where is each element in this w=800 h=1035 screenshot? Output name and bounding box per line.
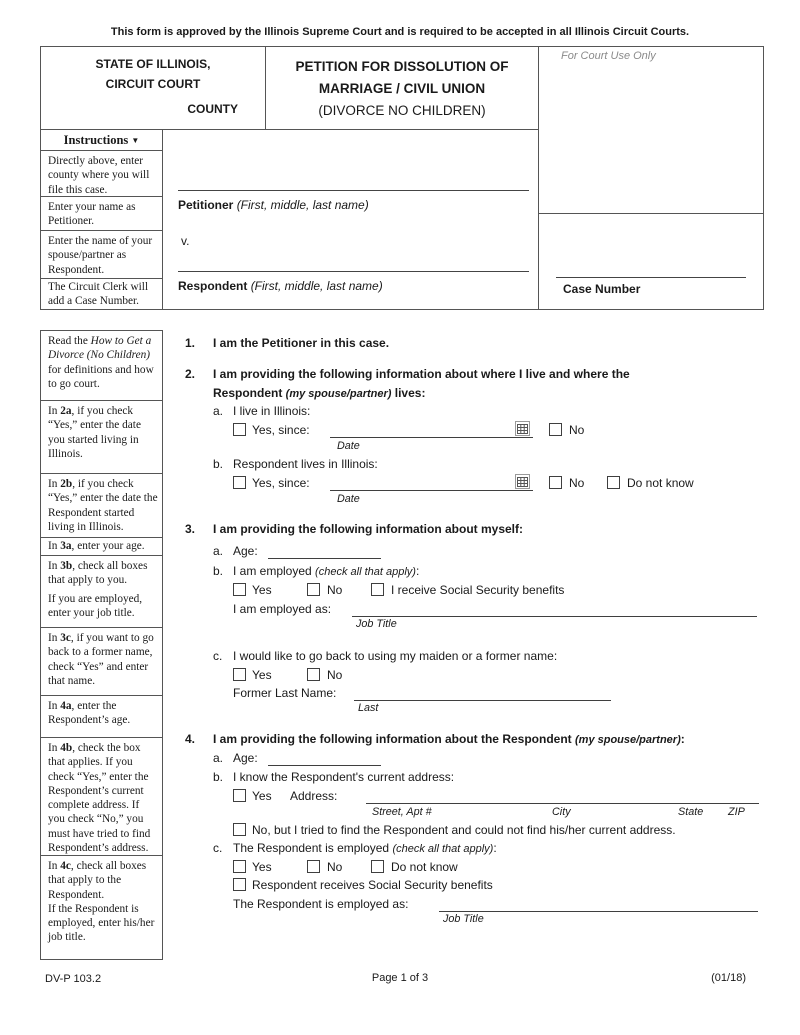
- caret-down-icon: ▼: [131, 136, 140, 145]
- cb-4c-yes-label: Yes: [252, 860, 272, 874]
- former-last-name-label: Former Last Name:: [233, 686, 337, 700]
- case-number-cell: [539, 214, 763, 309]
- petitioner-hint: (First, middle, last name): [236, 198, 369, 212]
- instruction-note: Enter the name of your spouse/partner as Respondent.: [41, 231, 162, 279]
- item3a-letter: a.: [213, 544, 224, 558]
- form-title-cell: [266, 47, 539, 130]
- date-hint-2a: Date: [337, 440, 360, 452]
- item2-number: 2.: [185, 367, 196, 381]
- petitioner-caption: [178, 198, 369, 212]
- instruction-note: In 2a, if you check “Yes,” enter the date you started living in Illinois.: [41, 401, 162, 474]
- header-box: [40, 46, 764, 310]
- item4c-letter: c.: [213, 841, 223, 855]
- item3b-letter: b.: [213, 564, 224, 578]
- item4c-label: The Respondent is employed (check all that apply):: [233, 841, 497, 855]
- instruction-note: In 3c, if you want to go back to a former name, check “Yes” and enter that name.: [41, 628, 162, 696]
- instruction-note: In 3b, check all boxes that apply to you. If you are employed, enter your job title.: [41, 556, 162, 628]
- age-field-4a[interactable]: [268, 749, 381, 766]
- item2-heading-line1: I am providing the following information about where I live and where the: [213, 367, 630, 381]
- job-title-field-4c[interactable]: [439, 895, 758, 912]
- instruction-note: Read the How to Get a Divorce (No Children) for definitions and how to go court.: [41, 331, 162, 401]
- former-name-field[interactable]: [354, 684, 611, 701]
- cb-3b-no-label: No: [327, 583, 343, 597]
- instruction-note: The Circuit Clerk will add a Case Number.: [48, 281, 149, 308]
- header-instructions-sidebar: [41, 130, 163, 309]
- court-name: [41, 47, 265, 94]
- cb-2a-yes[interactable]: [233, 423, 246, 436]
- cb-3c-yes[interactable]: [233, 668, 246, 681]
- form-title-line3: (DIVORCE NO CHILDREN): [318, 103, 486, 118]
- item4a-label: Age:: [233, 751, 258, 765]
- cb-3b-social-security[interactable]: [371, 583, 384, 596]
- item3c-letter: c.: [213, 649, 223, 663]
- calendar-icon[interactable]: [515, 474, 530, 489]
- age-field-3a[interactable]: [268, 542, 381, 559]
- cb-2b-yes-label: Yes, since:: [252, 476, 310, 490]
- cb-3b-social-security-label: I receive Social Security benefits: [391, 583, 565, 597]
- item3-heading: I am providing the following information about myself:: [213, 522, 524, 536]
- item3b-employed-as-label: I am employed as:: [233, 602, 332, 616]
- county-label: COUNTY: [187, 102, 238, 116]
- state-hint: State: [678, 806, 704, 818]
- state-line: STATE OF ILLINOIS,: [95, 57, 211, 71]
- item1-text: I am the Petitioner in this case.: [213, 336, 390, 350]
- job-title-hint-4c: Job Title: [443, 913, 484, 925]
- cb-4b-yes-label: Yes: [252, 789, 272, 803]
- zip-hint: ZIP: [728, 806, 745, 818]
- instruction-note: In 4b, check the box that applies. If you check “Yes,” enter the Respondent’s current complete address. If you check “No,” you must have tried to find Respondent’s address.: [41, 738, 162, 856]
- cb-2a-yes-label: Yes, since:: [252, 423, 310, 437]
- court-cell: [41, 47, 266, 130]
- cb-4c-yes[interactable]: [233, 860, 246, 873]
- item3c-label: I would like to go back to using my maiden or a former name:: [233, 649, 558, 663]
- instruction-note: Enter your name as Petitioner.: [41, 197, 162, 231]
- instruction-note: In 2b, if you check “Yes,” enter the date the Respondent started living in Illinois.: [41, 474, 162, 538]
- caption-cell: [163, 130, 539, 309]
- revision-date: (01/18): [711, 972, 746, 984]
- address-field[interactable]: [366, 787, 759, 804]
- item3-number: 3.: [185, 522, 196, 536]
- item4b-letter: b.: [213, 770, 224, 784]
- last-hint: Last: [358, 702, 379, 714]
- calendar-icon[interactable]: [515, 421, 530, 436]
- respondent-caption: [178, 279, 383, 293]
- date-hint-2b: Date: [337, 493, 360, 505]
- cb-2a-no[interactable]: [549, 423, 562, 436]
- respondent-hint: (First, middle, last name): [250, 279, 383, 293]
- form-number: DV-P 103.2: [45, 973, 102, 985]
- approval-notice: This form is approved by the Illinois Supreme Court and is required to be accepted in all Illinois Circuit Courts.: [110, 26, 690, 38]
- item2a-label: I live in Illinois:: [233, 404, 311, 418]
- instructions-sidebar: [40, 330, 163, 960]
- item2a-letter: a.: [213, 404, 224, 418]
- cb-2b-no[interactable]: [549, 476, 562, 489]
- instructions-dropdown[interactable]: [41, 130, 162, 151]
- cb-4b-yes[interactable]: [233, 789, 246, 802]
- circuit-line: CIRCUIT COURT: [105, 77, 201, 91]
- item1-number: 1.: [185, 336, 196, 350]
- item4a-letter: a.: [213, 751, 224, 765]
- petitioner-label: Petitioner: [178, 198, 234, 212]
- item4c-employed-as-label: The Respondent is employed as:: [233, 897, 409, 911]
- cb-3b-yes[interactable]: [233, 583, 246, 596]
- case-number-field[interactable]: [556, 277, 746, 278]
- instruction-note: In 3a, enter your age.: [41, 538, 162, 556]
- address-label: Address:: [290, 789, 338, 803]
- instruction-note: In 4c, check all boxes that apply to the Respondent. If the Respondent is employed, enter his/her job title.: [48, 860, 155, 944]
- cb-4c-donotknow[interactable]: [371, 860, 384, 873]
- respondent-name-field[interactable]: [178, 271, 529, 272]
- cb-4c-donotknow-label: Do not know: [391, 860, 458, 874]
- cb-4c-social-security-label: Respondent receives Social Security benefits: [252, 878, 493, 892]
- item4-heading: I am providing the following information about the Respondent (my spouse/partner):: [213, 732, 685, 746]
- cb-3b-yes-label: Yes: [252, 583, 272, 597]
- for-court-use-label: For Court Use Only: [561, 50, 656, 62]
- item3a-label: Age:: [233, 544, 258, 558]
- item3b-label: I am employed (check all that apply):: [233, 564, 420, 578]
- instruction-note: In 4a, enter the Respondent’s age.: [41, 696, 162, 738]
- item4b-label: I know the Respondent's current address:: [233, 770, 455, 784]
- cb-4c-social-security[interactable]: [233, 878, 246, 891]
- cb-4b-no[interactable]: [233, 823, 246, 836]
- street-hint: Street, Apt #: [372, 806, 432, 818]
- cb-2b-no-label: No: [569, 476, 585, 490]
- versus-label: v.: [181, 234, 190, 248]
- cb-3c-no-label: No: [327, 668, 343, 682]
- item2b-label: Respondent lives in Illinois:: [233, 457, 378, 471]
- cb-2b-donotknow-label: Do not know: [627, 476, 694, 490]
- case-number-label: Case Number: [563, 282, 641, 296]
- instructions-label: Instructions: [63, 133, 129, 147]
- item4-number: 4.: [185, 732, 196, 746]
- court-use-cell: [539, 47, 763, 214]
- respondent-label: Respondent: [178, 279, 248, 293]
- cb-4c-no[interactable]: [307, 860, 320, 873]
- instruction-note: Directly above, enter county where you will file this case.: [41, 151, 162, 197]
- cb-2a-no-label: No: [569, 423, 585, 437]
- cb-4b-no-label: No, but I tried to find the Respondent and could not find his/her current address.: [252, 823, 676, 837]
- cb-3c-yes-label: Yes: [252, 668, 272, 682]
- form-title-line2: MARRIAGE / CIVIL UNION: [318, 81, 486, 96]
- date-field-2a[interactable]: [330, 421, 533, 438]
- cb-4c-no-label: No: [327, 860, 343, 874]
- item2-heading-line2: Respondent (my spouse/partner) lives:: [213, 386, 426, 400]
- page-indicator: Page 1 of 3: [371, 972, 429, 984]
- job-title-field-3b[interactable]: [352, 600, 757, 617]
- job-title-hint-3b: Job Title: [356, 618, 397, 630]
- cb-2b-yes[interactable]: [233, 476, 246, 489]
- cb-3c-no[interactable]: [307, 668, 320, 681]
- petitioner-name-field[interactable]: [178, 190, 529, 191]
- date-field-2b[interactable]: [330, 474, 533, 491]
- form-title-line1: PETITION FOR DISSOLUTION OF: [295, 59, 509, 74]
- cb-3b-no[interactable]: [307, 583, 320, 596]
- item2b-letter: b.: [213, 457, 224, 471]
- cb-2b-donotknow[interactable]: [607, 476, 620, 489]
- city-hint: City: [552, 806, 571, 818]
